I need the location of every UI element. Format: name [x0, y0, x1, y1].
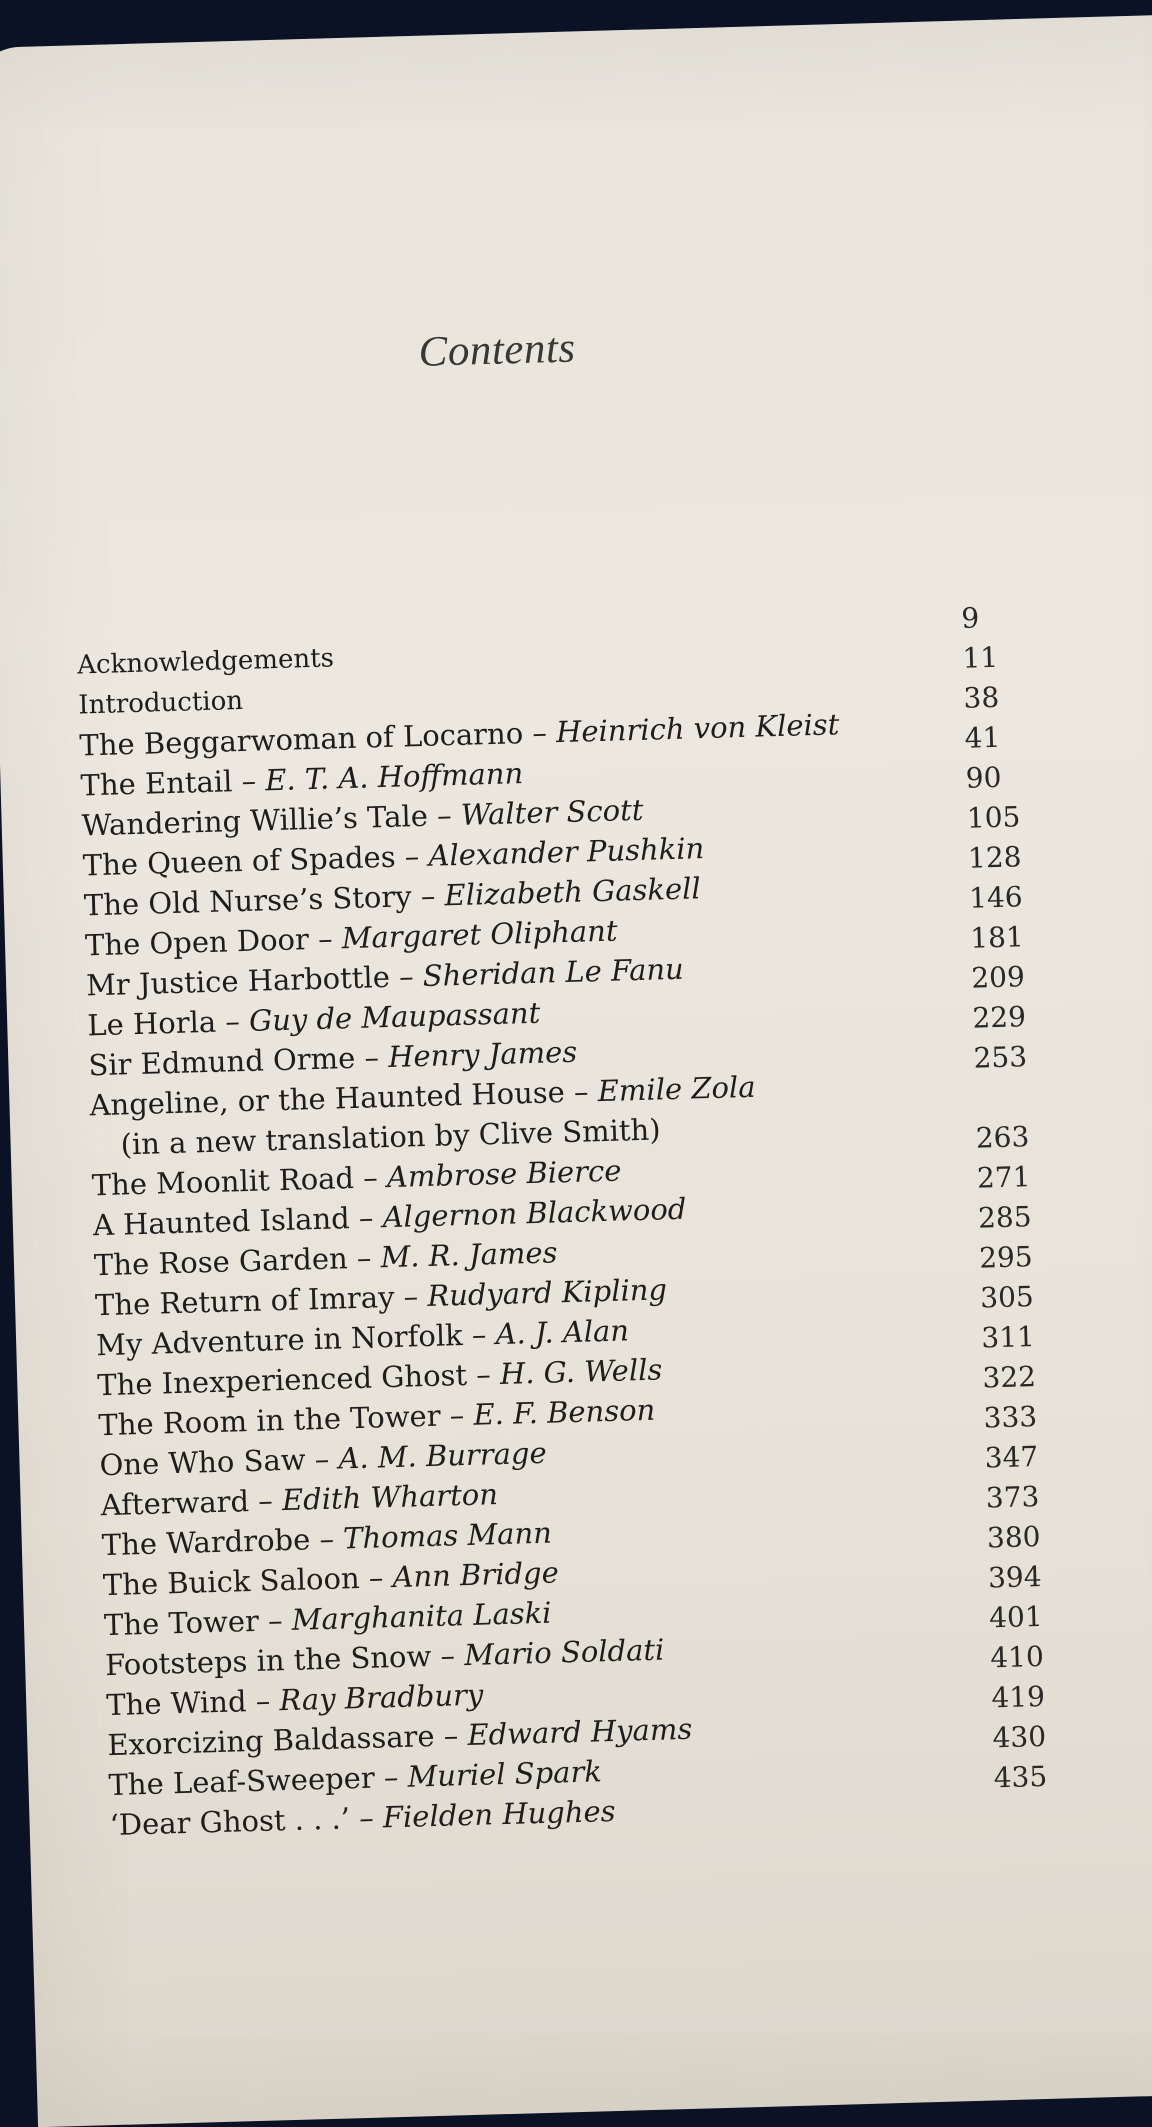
- entry-author: Edith Wharton: [281, 1477, 499, 1518]
- entry-page-number: 401: [988, 1599, 1044, 1635]
- entry-title: The Buick Saloon: [102, 1561, 361, 1603]
- entry-separator: –: [347, 1240, 382, 1276]
- entry-page-number: 347: [984, 1440, 1039, 1475]
- entry-title: Wandering Willie’s Tale: [81, 798, 429, 843]
- entry-author: Emile Zola: [597, 1069, 756, 1109]
- entry-author: Rudyard Kipling: [426, 1272, 668, 1313]
- entry-author: Algernon Blackwood: [382, 1191, 687, 1235]
- entry-title: The Moonlit Road: [91, 1161, 355, 1203]
- entry-page-number: 322: [982, 1360, 1037, 1395]
- entry-title: My Adventure in Norfolk: [95, 1318, 464, 1363]
- entry-title: The Wind: [105, 1684, 247, 1723]
- entry-author: Edward Hyams: [466, 1711, 693, 1753]
- entry-separator: –: [309, 1521, 344, 1557]
- entry-author: Margaret Oliphant: [341, 913, 618, 956]
- entry-page-number: 11: [961, 640, 999, 675]
- entry-title: Le Horla: [86, 1004, 217, 1043]
- entry-page-number: 295: [978, 1240, 1034, 1275]
- entry-page-number: 90: [965, 760, 1002, 795]
- entry-author: Heinrich von Kleist: [555, 707, 840, 750]
- entry-page-number: 271: [976, 1160, 1031, 1195]
- entry-page-number: 430: [992, 1719, 1047, 1755]
- entry-author: Henry James: [387, 1034, 578, 1074]
- entry-title: The Rose Garden: [93, 1241, 349, 1283]
- entry-author: E. T. A. Hoffmann: [264, 756, 524, 798]
- entry-page-number: 394: [987, 1559, 1043, 1595]
- entry-page-number: 146: [968, 880, 1024, 915]
- entry-separator: –: [248, 1483, 283, 1519]
- entry-title: The Room in the Tower: [98, 1398, 441, 1443]
- entry-author: Alexander Pushkin: [428, 831, 705, 873]
- entry-subline: (in a new translation by Clive Smith): [120, 1112, 661, 1162]
- entry-title: Exorcizing Baldassare: [106, 1718, 435, 1763]
- entry-title: The Return of Imray: [94, 1279, 395, 1323]
- entry-page-number: 209: [970, 960, 1026, 995]
- book-page: [0, 13, 1152, 2127]
- page-title: Contents: [418, 324, 577, 376]
- entry-separator: –: [215, 1003, 250, 1039]
- entry-author: A. J. Alan: [495, 1313, 630, 1352]
- entry-separator: –: [395, 838, 429, 874]
- entry-page-number: 410: [989, 1639, 1045, 1675]
- entry-page-number: 181: [969, 920, 1025, 955]
- entry-page-number: 373: [985, 1479, 1040, 1515]
- entry-separator: –: [411, 878, 446, 914]
- entry-title: The Entail: [80, 764, 233, 803]
- entry-author: Guy de Maupassant: [248, 995, 541, 1038]
- entry-separator: –: [522, 715, 557, 751]
- entry-title: The Inexperienced Ghost: [96, 1357, 468, 1403]
- entry-author: Ambrose Bierce: [386, 1153, 622, 1195]
- entry-title: Footsteps in the Snow: [104, 1639, 432, 1683]
- entry-separator: –: [374, 1759, 409, 1795]
- entry-page-number: 41: [964, 720, 1001, 755]
- entry-text: [78, 681, 244, 726]
- entry-title: The Tower: [103, 1603, 260, 1643]
- entry-title: Sir Edmund Orme: [87, 1040, 356, 1083]
- entry-author: Sheridan Le Fanu: [422, 951, 685, 993]
- entry-separator: –: [393, 1279, 428, 1314]
- entry-page-number: 38: [963, 680, 1000, 715]
- entry-separator: –: [389, 959, 424, 994]
- entry-author: M. R. James: [380, 1235, 558, 1275]
- entry-title: Angeline, or the Haunted House: [89, 1075, 566, 1123]
- entry-author: Mario Soldati: [463, 1632, 665, 1673]
- entry-separator: –: [440, 1397, 474, 1433]
- entry-page-number: 253: [973, 1040, 1028, 1075]
- entry-page-number: 380: [986, 1519, 1041, 1555]
- entry-author: Ray Bradbury: [278, 1677, 484, 1718]
- entry-separator: –: [305, 1441, 339, 1477]
- entry-page-number: 128: [967, 840, 1022, 875]
- entry-separator: –: [308, 921, 343, 957]
- entry-title: Mr Justice Harbottle: [85, 959, 391, 1003]
- entry-title: The Open Door: [84, 922, 310, 963]
- entry-page-number: 105: [966, 800, 1021, 835]
- entry-page-number: 285: [977, 1200, 1032, 1235]
- entry-author: Elizabeth Gaskell: [444, 871, 702, 913]
- entry-separator: –: [354, 1040, 389, 1075]
- entry-separator: –: [430, 1638, 465, 1674]
- entry-page-number: 333: [983, 1400, 1038, 1435]
- entry-separator: –: [359, 1560, 394, 1595]
- entry-page-number: 9: [960, 601, 980, 635]
- entry-page-number: 435: [993, 1759, 1048, 1795]
- entry-separator: –: [353, 1160, 388, 1195]
- entry-separator: –: [564, 1074, 599, 1110]
- entry-separator: –: [349, 1200, 384, 1236]
- entry-author: Ann Bridge: [392, 1555, 560, 1595]
- entry-title: Afterward: [100, 1484, 250, 1523]
- entry-author: Thomas Mann: [342, 1515, 553, 1556]
- entry-title: The Old Nurse’s Story: [83, 879, 413, 923]
- entry-title: The Queen of Spades: [82, 839, 397, 883]
- entry-title: Introduction: [77, 685, 244, 721]
- entry-page-number: 419: [991, 1679, 1046, 1715]
- contents-list: [76, 601, 1110, 1845]
- entry-title: The Beggarwoman of Locarno: [79, 716, 524, 763]
- entry-author: Fielden Hughes: [382, 1793, 616, 1835]
- entry-title: One Who Saw: [99, 1442, 306, 1483]
- entry-author: E. F. Benson: [472, 1392, 656, 1432]
- entry-separator: –: [427, 797, 462, 833]
- entry-separator: –: [434, 1718, 468, 1753]
- entry-page-number: 305: [979, 1280, 1035, 1315]
- entry-author: H. G. Wells: [499, 1352, 663, 1391]
- entry-author: Marghanita Laski: [291, 1595, 552, 1637]
- entry-page-number: 263: [975, 1120, 1030, 1155]
- entry-title: The Leaf-Sweeper: [108, 1760, 376, 1803]
- entry-separator: –: [246, 1683, 280, 1719]
- entry-page-number: 229: [972, 1000, 1027, 1035]
- entry-title: Acknowledgements: [76, 643, 335, 681]
- entry-separator: –: [462, 1317, 497, 1353]
- entry-separator: –: [349, 1800, 384, 1836]
- entry-separator: –: [466, 1357, 501, 1392]
- entry-author: Walter Scott: [460, 792, 644, 832]
- entry-title: A Haunted Island: [92, 1201, 351, 1243]
- entry-separator: –: [231, 763, 266, 799]
- entry-author: Muriel Spark: [407, 1754, 603, 1794]
- entry-author: A. M. Burrage: [337, 1435, 548, 1476]
- entry-title: ‘Dear Ghost . . .’: [109, 1801, 351, 1843]
- entry-title: The Wardrobe: [101, 1522, 311, 1563]
- entry-page-number: 311: [980, 1320, 1036, 1355]
- entry-separator: –: [258, 1602, 293, 1638]
